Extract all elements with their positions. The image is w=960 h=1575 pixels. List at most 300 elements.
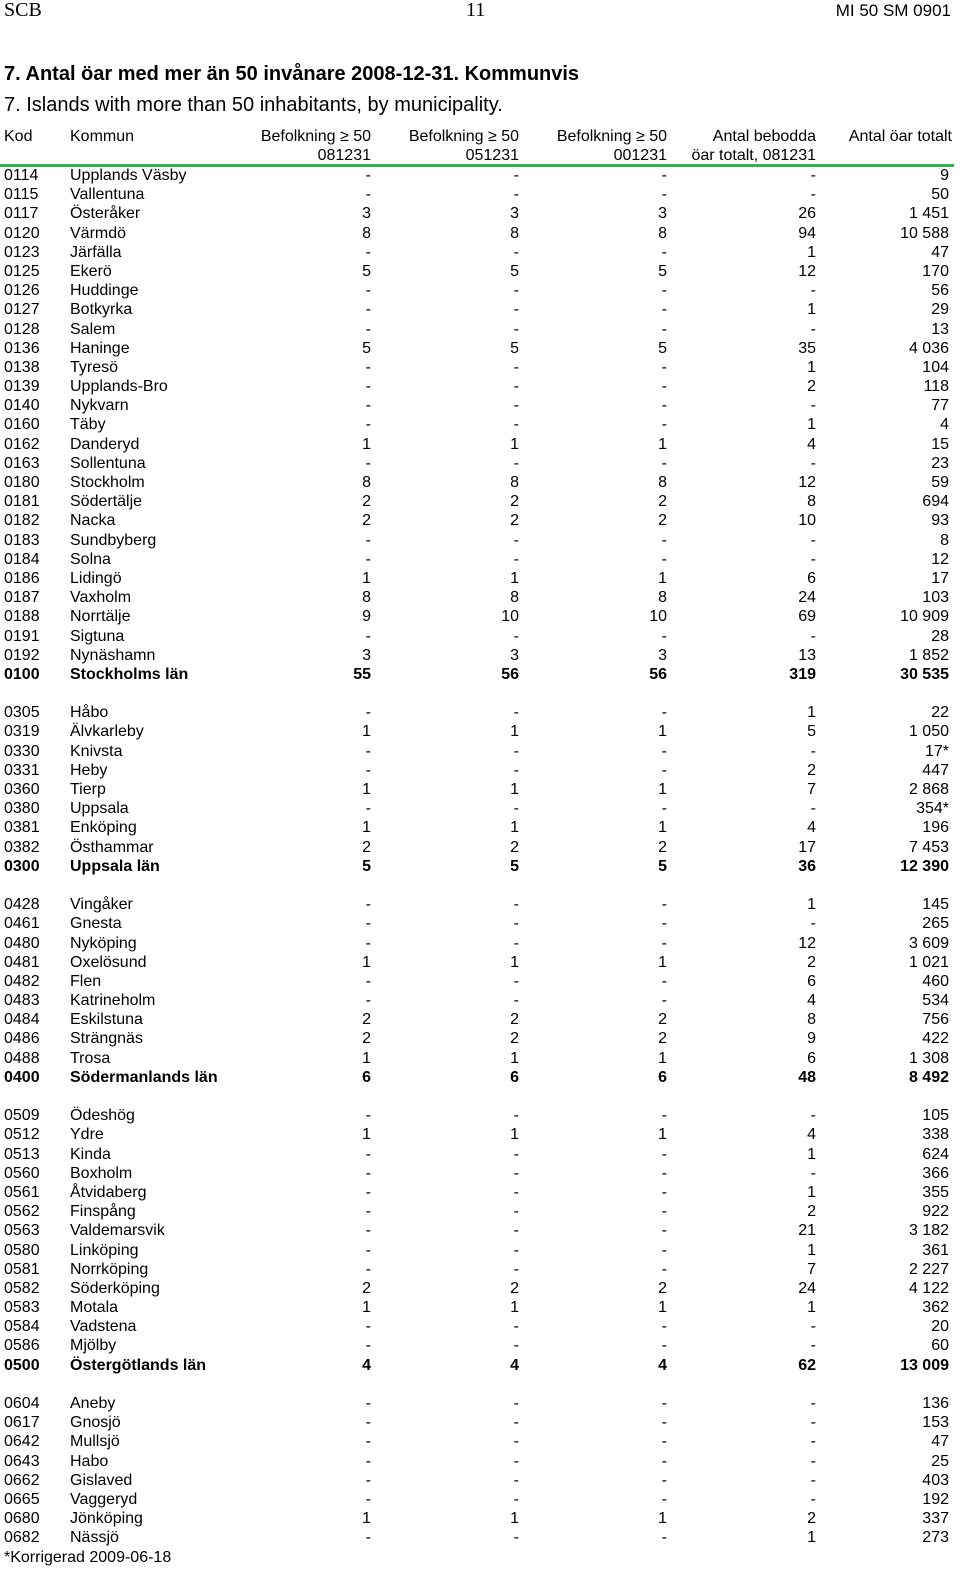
table-row: [0, 435, 954, 454]
cell-kommun: Jönköping: [70, 1510, 143, 1528]
cell-total: 105: [922, 1107, 949, 1125]
cell-total: 25: [931, 1452, 949, 1470]
table-row: [0, 531, 954, 550]
cell-inhabited: -: [810, 915, 816, 933]
cell-kod: 0181: [4, 493, 40, 511]
table-row: [0, 1049, 954, 1068]
cell-pop-2000: -: [661, 896, 667, 914]
cell-kod: 0360: [4, 781, 40, 798]
cell-kommun: Nynäshamn: [70, 646, 156, 664]
table-row: [0, 454, 954, 473]
cell-kod: 0381: [4, 819, 40, 837]
cell-kommun: Upplands-Bro: [70, 378, 168, 396]
cell-pop-2000: -: [661, 454, 667, 472]
cell-inhabited: 24: [798, 1279, 816, 1297]
table-row: [0, 166, 954, 185]
cell-pop-2008: -: [365, 186, 371, 204]
cell-pop-2000: -: [661, 1337, 667, 1355]
cell-pop-2008: 8: [362, 224, 371, 242]
cell-pop-2005: 5: [510, 339, 519, 357]
cell-kod: 0120: [4, 224, 40, 242]
cell-inhabited: 2: [807, 1510, 816, 1528]
cell-pop-2005: -: [513, 550, 519, 568]
cell-inhabited: 4: [807, 819, 816, 837]
cell-total: 196: [922, 819, 949, 837]
cell-pop-2005: -: [513, 742, 519, 760]
cell-pop-2008: -: [365, 454, 371, 472]
cell-kod: 0482: [4, 972, 40, 990]
table-row: [0, 1221, 954, 1240]
table-row: [0, 358, 954, 377]
cell-total: 13: [931, 320, 949, 338]
cell-kommun: Österåker: [70, 205, 141, 223]
cell-pop-2005: -: [513, 320, 519, 338]
cell-pop-2005: -: [513, 186, 519, 204]
cell-pop-2005: -: [513, 1164, 519, 1182]
cell-pop-2008: 1: [362, 1049, 371, 1067]
cell-kod: 0513: [4, 1145, 40, 1163]
cell-pop-2000: -: [661, 1433, 667, 1451]
table-row: [0, 415, 954, 434]
cell-kod: 0428: [4, 896, 40, 914]
cell-inhabited: -: [810, 1318, 816, 1336]
cell-kod: 0305: [4, 704, 40, 722]
page-number: 11: [466, 0, 486, 21]
cell-kod: 0512: [4, 1126, 40, 1144]
cell-inhabited: -: [810, 1337, 816, 1355]
cell-kommun: Strängnäs: [70, 1030, 143, 1048]
cell-kod: 0182: [4, 512, 40, 530]
cell-pop-2005: 2: [510, 493, 519, 511]
cell-inhabited: 12: [798, 262, 816, 280]
cell-pop-2008: 2: [362, 1030, 371, 1048]
cell-inhabited: -: [810, 454, 816, 472]
cell-inhabited: 1: [807, 1145, 816, 1163]
cell-kod: 0604: [4, 1395, 40, 1412]
cell-total: 10 588: [900, 224, 949, 242]
table-row: [0, 780, 954, 799]
cell-pop-2000: -: [661, 416, 667, 434]
cell-pop-2005: -: [513, 416, 519, 434]
cell-total: 192: [922, 1490, 949, 1508]
cell-inhabited: -: [810, 627, 816, 645]
cell-pop-2000: -: [661, 800, 667, 818]
cell-total: 403: [922, 1471, 949, 1489]
cell-kod: 0484: [4, 1011, 40, 1029]
cell-pop-2005: 2: [510, 1011, 519, 1029]
cell-inhabited: 12: [798, 474, 816, 491]
section-spacer: [0, 1375, 954, 1394]
col-header-total-islands: Antal öar totalt: [848, 128, 952, 145]
cell-pop-2005: 8: [510, 474, 519, 491]
table-row: [0, 300, 954, 319]
cell-inhabited: 62: [798, 1356, 816, 1374]
cell-total: 460: [922, 972, 949, 990]
cell-pop-2008: -: [365, 761, 371, 779]
cell-pop-2005: 3: [510, 205, 519, 223]
cell-inhabited: 4: [807, 1126, 816, 1144]
cell-pop-2000: -: [661, 1164, 667, 1182]
cell-kod: 0680: [4, 1510, 40, 1528]
table-row: [0, 722, 954, 741]
cell-pop-2008: 5: [362, 857, 371, 875]
cell-pop-2008: -: [365, 1433, 371, 1451]
cell-total: 8 492: [908, 1068, 949, 1086]
cell-kommun: Uppsala län: [70, 857, 160, 875]
cell-total: 422: [922, 1030, 949, 1048]
cell-kommun: Ydre: [70, 1126, 104, 1144]
cell-inhabited: 2: [807, 761, 816, 779]
cell-pop-2005: 1: [510, 1299, 519, 1317]
cell-inhabited: -: [810, 1107, 816, 1125]
cell-total: 59: [931, 474, 949, 491]
cell-pop-2000: -: [661, 1203, 667, 1221]
table-row: [0, 550, 954, 569]
cell-total: 355: [922, 1183, 949, 1201]
header-agency: SCB: [4, 0, 42, 21]
cell-pop-2005: -: [513, 301, 519, 319]
cell-pop-2008: 2: [362, 1011, 371, 1029]
table-row: [0, 1317, 954, 1336]
cell-inhabited: 26: [798, 205, 816, 223]
cell-pop-2000: 2: [658, 1030, 667, 1048]
cell-kod: 0319: [4, 723, 40, 741]
cell-pop-2000: -: [661, 550, 667, 568]
cell-pop-2005: -: [513, 1433, 519, 1451]
cell-inhabited: 6: [807, 972, 816, 990]
cell-inhabited: 21: [798, 1222, 816, 1240]
cell-pop-2000: -: [661, 761, 667, 779]
cell-pop-2008: -: [365, 378, 371, 396]
cell-total: 153: [922, 1414, 949, 1432]
cell-pop-2005: -: [513, 761, 519, 779]
cell-kod: 0160: [4, 416, 40, 434]
cell-pop-2008: -: [365, 742, 371, 760]
cell-kommun: Nyköping: [70, 934, 137, 952]
cell-pop-2008: 1: [362, 569, 371, 587]
cell-pop-2000: -: [661, 1529, 667, 1547]
cell-pop-2005: 1: [510, 819, 519, 837]
cell-total: 47: [931, 1433, 949, 1451]
cell-pop-2008: -: [365, 934, 371, 952]
cell-kommun: Sigtuna: [70, 627, 125, 645]
cell-kod: 0580: [4, 1241, 40, 1259]
cell-pop-2005: 5: [510, 262, 519, 280]
table-row: [0, 1029, 954, 1048]
cell-pop-2000: -: [661, 704, 667, 722]
cell-kod: 0581: [4, 1260, 40, 1278]
cell-pop-2005: -: [513, 531, 519, 549]
cell-total: 17*: [924, 742, 949, 760]
cell-inhabited: -: [810, 167, 816, 184]
cell-pop-2000: -: [661, 1107, 667, 1125]
cell-pop-2005: 6: [510, 1068, 519, 1086]
cell-total: 23: [931, 454, 949, 472]
cell-kommun: Täby: [70, 416, 106, 434]
cell-pop-2005: 2: [510, 1030, 519, 1048]
cell-pop-2000: -: [661, 1260, 667, 1278]
cell-kod: 0586: [4, 1337, 40, 1355]
cell-total: 4 036: [908, 339, 949, 357]
cell-kod: 0117: [4, 205, 39, 223]
cell-kommun: Danderyd: [70, 435, 140, 453]
cell-pop-2000: 1: [658, 1126, 667, 1144]
cell-kommun: Sundbyberg: [70, 531, 157, 549]
cell-kod: 0126: [4, 282, 40, 300]
cell-kommun: Vadstena: [70, 1318, 137, 1336]
cell-inhabited: 1: [807, 896, 816, 914]
cell-pop-2000: 8: [658, 474, 667, 491]
cell-kommun: Söderköping: [70, 1279, 160, 1297]
cell-kod: 0162: [4, 435, 40, 453]
table-row: [0, 1471, 954, 1490]
cell-total: 1 852: [908, 646, 949, 664]
cell-kommun: Mullsjö: [70, 1433, 120, 1451]
county-total-row: [0, 857, 954, 876]
cell-kod: 0480: [4, 934, 40, 952]
cell-total: 30 535: [900, 665, 949, 683]
cell-pop-2000: 5: [658, 262, 667, 280]
cell-inhabited: 12: [798, 934, 816, 952]
cell-kod: 0300: [4, 857, 40, 875]
cell-inhabited: 6: [807, 1049, 816, 1067]
cell-pop-2005: -: [513, 1529, 519, 1547]
cell-inhabited: 94: [798, 224, 816, 242]
table-row: [0, 281, 954, 300]
cell-pop-2008: 2: [362, 512, 371, 530]
cell-pop-2000: 1: [658, 819, 667, 837]
cell-total: 12 390: [900, 857, 949, 875]
cell-kod: 0136: [4, 339, 40, 357]
cell-kod: 0662: [4, 1471, 40, 1489]
cell-kod: 0188: [4, 608, 40, 626]
cell-total: 534: [922, 992, 949, 1010]
cell-kommun: Åtvidaberg: [70, 1183, 147, 1201]
cell-pop-2008: -: [365, 1452, 371, 1470]
cell-pop-2005: -: [513, 1222, 519, 1240]
cell-kommun: Vaggeryd: [70, 1490, 138, 1508]
cell-inhabited: -: [810, 550, 816, 568]
table-row: [0, 1125, 954, 1144]
cell-kod: 0180: [4, 474, 40, 491]
cell-inhabited: 35: [798, 339, 816, 357]
cell-pop-2005: 4: [510, 1356, 519, 1374]
cell-kommun: Gnesta: [70, 915, 122, 933]
cell-pop-2005: 8: [510, 224, 519, 242]
cell-kommun: Östergötlands län: [70, 1356, 207, 1374]
cell-pop-2000: 6: [658, 1068, 667, 1086]
cell-pop-2008: 1: [362, 723, 371, 741]
cell-kod: 0139: [4, 378, 40, 396]
cell-pop-2000: -: [661, 1490, 667, 1508]
cell-kommun: Habo: [70, 1452, 109, 1470]
cell-pop-2005: 5: [510, 857, 519, 875]
table-title-swedish: 7. Antal öar med mer än 50 invånare 2008-12-31. Kommunvis: [4, 63, 580, 85]
cell-kommun: Motala: [70, 1299, 119, 1317]
cell-pop-2008: -: [365, 1203, 371, 1221]
cell-total: 4: [940, 416, 949, 434]
cell-pop-2000: -: [661, 320, 667, 338]
table-row: [0, 185, 954, 204]
cell-pop-2005: -: [513, 1241, 519, 1259]
cell-kod: 0682: [4, 1529, 40, 1547]
cell-pop-2008: 2: [362, 1279, 371, 1297]
cell-kommun: Katrineholm: [70, 992, 156, 1010]
cell-inhabited: 7: [807, 1260, 816, 1278]
cell-pop-2008: 4: [362, 1356, 371, 1374]
table-row: [0, 1509, 954, 1528]
cell-pop-2008: -: [365, 1414, 371, 1432]
cell-pop-2008: -: [365, 1337, 371, 1355]
cell-total: 20: [931, 1318, 949, 1336]
cell-kod: 0127: [4, 301, 40, 319]
cell-inhabited: 1: [807, 704, 816, 722]
cell-kod: 0665: [4, 1490, 40, 1508]
cell-kod: 0562: [4, 1203, 40, 1221]
cell-inhabited: 36: [798, 857, 816, 875]
cell-pop-2000: 2: [658, 1011, 667, 1029]
cell-pop-2008: 1: [362, 1126, 371, 1144]
cell-kommun: Knivsta: [70, 742, 123, 760]
cell-kod: 0331: [4, 761, 40, 779]
cell-pop-2005: -: [513, 1414, 519, 1432]
cell-total: 338: [922, 1126, 949, 1144]
cell-pop-2000: 1: [658, 569, 667, 587]
cell-total: 103: [922, 589, 949, 607]
cell-inhabited: 1: [807, 301, 816, 319]
cell-pop-2008: -: [365, 704, 371, 722]
cell-kommun: Trosa: [70, 1049, 111, 1067]
table-row: [0, 1490, 954, 1509]
cell-total: 145: [922, 896, 949, 914]
cell-pop-2000: -: [661, 1452, 667, 1470]
cell-pop-2005: -: [513, 1471, 519, 1489]
cell-pop-2005: -: [513, 1260, 519, 1278]
cell-pop-2000: -: [661, 1222, 667, 1240]
cell-kommun: Eskilstuna: [70, 1011, 143, 1029]
cell-pop-2005: -: [513, 243, 519, 261]
cell-inhabited: 13: [798, 646, 816, 664]
col-header-kommun: Kommun: [70, 128, 135, 145]
cell-pop-2000: 56: [649, 665, 667, 683]
cell-pop-2000: -: [661, 1318, 667, 1336]
cell-inhabited: 1: [807, 243, 816, 261]
cell-inhabited: -: [810, 1452, 816, 1470]
cell-pop-2008: -: [365, 416, 371, 434]
cell-pop-2008: 1: [362, 435, 371, 453]
cell-pop-2008: 55: [353, 665, 371, 683]
cell-total: 265: [922, 915, 949, 933]
cell-inhabited: -: [810, 1471, 816, 1489]
cell-pop-2000: -: [661, 358, 667, 376]
cell-inhabited: 319: [789, 665, 816, 683]
cell-kommun: Lidingö: [70, 569, 122, 587]
cell-pop-2008: -: [365, 167, 371, 184]
cell-kod: 0486: [4, 1030, 40, 1048]
cell-kommun: Linköping: [70, 1241, 139, 1259]
cell-pop-2000: -: [661, 1395, 667, 1412]
cell-kommun: Tierp: [70, 781, 106, 798]
cell-inhabited: 1: [807, 416, 816, 434]
col-header-pop-2008: Befolkning ≥ 50 081231: [260, 128, 371, 164]
table-title-english: 7. Islands with more than 50 inhabitants, by municipality.: [4, 94, 503, 116]
cell-kod: 0128: [4, 320, 40, 338]
table-row: [0, 895, 954, 914]
cell-pop-2000: 3: [658, 646, 667, 664]
cell-pop-2008: -: [365, 1529, 371, 1547]
cell-total: 29: [931, 301, 949, 319]
cell-pop-2000: 1: [658, 953, 667, 971]
cell-kommun: Upplands Väsby: [70, 167, 187, 184]
cell-pop-2005: 56: [501, 665, 519, 683]
cell-pop-2005: -: [513, 454, 519, 472]
cell-kod: 0192: [4, 646, 40, 664]
cell-total: 22: [931, 704, 949, 722]
cell-total: 60: [931, 1337, 949, 1355]
cell-pop-2008: 1: [362, 1299, 371, 1317]
cell-kommun: Flen: [70, 972, 102, 990]
cell-pop-2000: 2: [658, 493, 667, 511]
table-row: [0, 1106, 954, 1125]
table-row: [0, 1010, 954, 1029]
table-row: [0, 1241, 954, 1260]
cell-inhabited: 1: [807, 358, 816, 376]
cell-kod: 0100: [4, 665, 40, 683]
cell-pop-2008: 3: [362, 205, 371, 223]
cell-pop-2008: -: [365, 1395, 371, 1412]
cell-inhabited: -: [810, 1433, 816, 1451]
cell-inhabited: 2: [807, 953, 816, 971]
cell-inhabited: 24: [798, 589, 816, 607]
cell-pop-2000: 2: [658, 1279, 667, 1297]
cell-pop-2008: -: [365, 992, 371, 1010]
cell-pop-2000: -: [661, 1471, 667, 1489]
cell-total: 104: [922, 358, 949, 376]
cell-kommun: Vingåker: [70, 896, 133, 914]
cell-kod: 0138: [4, 358, 40, 376]
cell-pop-2005: -: [513, 1107, 519, 1125]
table-row: [0, 1452, 954, 1471]
cell-total: 3 609: [908, 934, 949, 952]
table-row: [0, 1298, 954, 1317]
cell-pop-2008: 3: [362, 646, 371, 664]
col-header-kod: Kod: [4, 128, 33, 145]
cell-inhabited: 1: [807, 1299, 816, 1317]
cell-kommun: Håbo: [70, 704, 109, 722]
cell-kommun: Stockholm: [70, 474, 145, 491]
cell-pop-2000: 2: [658, 838, 667, 856]
county-total-row: [0, 665, 954, 684]
cell-pop-2005: -: [513, 1452, 519, 1470]
cell-pop-2000: -: [661, 301, 667, 319]
cell-pop-2005: -: [513, 1395, 519, 1412]
cell-pop-2005: -: [513, 378, 519, 396]
cell-kod: 0582: [4, 1279, 40, 1297]
cell-kommun: Älvkarleby: [70, 723, 144, 741]
cell-kommun: Kinda: [70, 1145, 111, 1163]
cell-inhabited: -: [810, 1164, 816, 1182]
cell-kommun: Gnosjö: [70, 1414, 121, 1432]
table-row: [0, 396, 954, 415]
section-spacer: [0, 876, 954, 895]
cell-kod: 0330: [4, 742, 40, 760]
table-row: [0, 761, 954, 780]
cell-pop-2000: -: [661, 531, 667, 549]
cell-inhabited: -: [810, 742, 816, 760]
cell-pop-2000: 5: [658, 339, 667, 357]
cell-total: 624: [922, 1145, 949, 1163]
cell-pop-2000: -: [661, 1145, 667, 1163]
